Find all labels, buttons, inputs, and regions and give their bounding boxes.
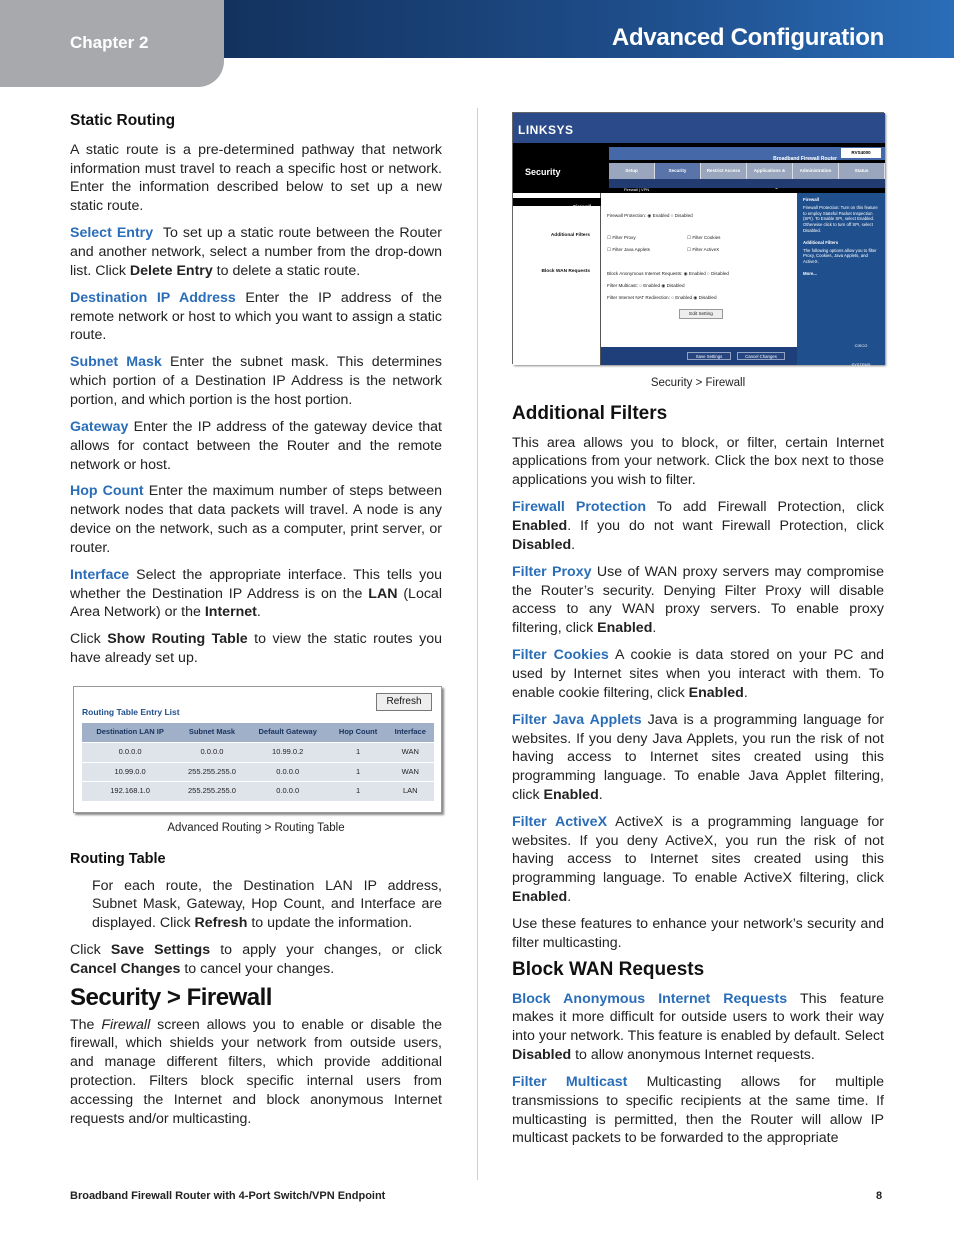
- gateway-text: Enter the IP address of the gateway device that allows for contact between the Router and the remote network or host.: [70, 418, 442, 473]
- fp-text-end: .: [571, 536, 576, 553]
- proxy-text: Use of WAN proxy servers may compromise the Router’s security. Denying Filter Proxy will disable access to any WAN proxy servers. To enable proxy filtering, click: [512, 563, 884, 637]
- delete-entry-label: Delete Entry: [129, 262, 213, 279]
- subnet-mask-paragraph: [70, 353, 442, 409]
- fw-main-panel: [601, 193, 797, 365]
- filter-activex-paragraph: [512, 813, 884, 907]
- routing-table-entry-list-title: Routing Table Entry List: [82, 707, 180, 718]
- save-text: Click: [70, 942, 101, 959]
- firewall-protection-term: Firewall Protection: [512, 499, 647, 516]
- left-column: [70, 108, 442, 1137]
- destination-ip-text: Enter the IP address of the remote network or host to which you want to assign a static route.: [70, 289, 442, 344]
- fw-help-text-firewall: Firewall Protection: Turn on this feature to employ Stateful Packet Inspection (SPI). To Enable SPI, select Enabled. Otherwise click to turn off SPI, select Disabled.: [803, 204, 878, 233]
- table-cell: 255.255.255.0: [178, 762, 246, 782]
- column-divider: [477, 108, 478, 1180]
- additional-filters-intro: This area allows you to block, or filter, certain Internet applications from your network. Click the box next to those applications you wish to filter.: [512, 434, 884, 489]
- table-row: [82, 762, 434, 782]
- filter-proxy-term: Filter Proxy: [512, 563, 592, 580]
- block-anonymous-paragraph: [512, 990, 884, 1065]
- interface-text-mid: (Local Area Network) or the: [70, 585, 442, 621]
- interface-text: Select the appropriate interface. This tells you whether the Destination IP Address is on the: [70, 566, 442, 602]
- fw-help-more-link[interactable]: More...: [803, 270, 817, 276]
- table-cell: 10.99.0.0: [82, 762, 178, 782]
- internet-label: Internet: [204, 604, 257, 621]
- gateway-term: Gateway: [70, 418, 129, 435]
- select-entry-text-end: to delete a static route.: [216, 262, 361, 279]
- hop-count-paragraph: [70, 482, 442, 557]
- interface-term: Interface: [70, 566, 130, 583]
- fp-enabled-label: Enabled: [512, 517, 568, 534]
- show-routing-text: Click: [70, 631, 101, 648]
- interface-paragraph: [70, 566, 442, 622]
- fw-nat-row[interactable]: Filter Internet NAT Redirection: ○ Enabled ◉ Disabled: [607, 295, 717, 300]
- fw-model-number: RVS4000: [841, 148, 881, 158]
- page-header: [0, 0, 954, 87]
- fw-activex-checkbox[interactable]: ☐ Filter ActiveX: [687, 247, 720, 252]
- cookies-text-end: .: [743, 684, 748, 701]
- table-cell: WAN: [387, 742, 434, 762]
- tab-setup[interactable]: Setup: [609, 163, 655, 179]
- fw-product-bar: [609, 147, 885, 160]
- multicast-text: Multicasting allows for multiple transmissions to specific recipients at the same time. If multicasting is permitted, then the Router will allow IP multicast packets to be forwarded to the appropriate: [512, 1074, 884, 1147]
- filter-multicast-term: Filter Multicast: [512, 1074, 628, 1090]
- activex-enabled-label: Enabled: [512, 889, 568, 906]
- filter-activex-term: Filter ActiveX: [512, 813, 608, 830]
- block-anonymous-term: Block Anonymous Internet Requests: [512, 990, 788, 1007]
- fw-product-name: Broadband Firewall Router: [773, 156, 837, 162]
- java-text-end: .: [598, 786, 603, 803]
- proxy-text-end: .: [652, 620, 657, 637]
- column-header: Interface: [387, 723, 434, 742]
- lan-label: LAN: [368, 585, 398, 602]
- anon-text-end: to allow anonymous Internet requests.: [575, 1047, 815, 1064]
- table-cell: 192.168.1.0: [82, 782, 178, 801]
- tab-administration[interactable]: Administration: [793, 163, 839, 179]
- table-cell: 10.99.0.2: [246, 742, 330, 762]
- refresh-button[interactable]: Refresh: [376, 693, 432, 711]
- anon-disabled-label: Disabled: [512, 1047, 572, 1064]
- table-cell: 0.0.0.0: [82, 742, 178, 762]
- table-cell: 0.0.0.0: [178, 742, 246, 762]
- filter-multicast-paragraph: [512, 1073, 884, 1148]
- fw-multicast-row[interactable]: Filter Multicast: ○ Enabled ◉ Disabled: [607, 283, 685, 288]
- use-features-paragraph: Use these features to enhance your network’s security and filter multicasting.: [512, 916, 884, 951]
- java-enabled-label: Enabled: [543, 786, 599, 803]
- fw-nav-additional: Additional Filters: [550, 233, 590, 238]
- chapter-label: Chapter 2: [70, 33, 149, 52]
- security-firewall-paragraph: [70, 1016, 442, 1129]
- routing-table-text-end: to update the information.: [251, 915, 413, 932]
- interface-text-end: .: [256, 604, 261, 621]
- filter-java-paragraph: [512, 711, 884, 805]
- firewall-protection-paragraph: [512, 498, 884, 554]
- column-header: Destination LAN IP: [82, 723, 178, 742]
- fw-java-checkbox[interactable]: ☐ Filter Java Applets: [607, 247, 650, 252]
- table-cell: 255.255.255.0: [178, 782, 246, 801]
- show-routing-table-label: Show Routing Table: [107, 631, 248, 648]
- table-cell: WAN: [387, 762, 434, 782]
- fw-subtabs[interactable]: Firewall | VPN: [624, 187, 650, 192]
- filter-cookies-paragraph: [512, 646, 884, 702]
- fw-help-title-filters: Additional Filters: [803, 239, 839, 245]
- fw-help-title-firewall: Firewall: [803, 197, 820, 202]
- table-cell: 1: [330, 762, 387, 782]
- linksys-logo: LINKSYS: [518, 123, 574, 137]
- table-cell: 0.0.0.0: [246, 762, 330, 782]
- routing-table-heading: Routing Table: [70, 850, 166, 867]
- fw-cookies-checkbox[interactable]: ☐ Filter Cookies: [687, 235, 721, 240]
- column-header: Subnet Mask: [178, 723, 246, 742]
- activex-text: ActiveX is a programming language for websites. If you deny ActiveX, you run the risk of not having access to Internet sites created using this programming language. To enable ActiveX filtering, click: [512, 813, 884, 887]
- fw-nav-firewall-bar: [513, 198, 601, 210]
- fw-proxy-checkbox[interactable]: ☐ Filter Proxy: [607, 235, 636, 240]
- page-title: Advanced Configuration: [611, 24, 884, 51]
- routing-table-paragraph: [70, 877, 442, 933]
- security-text-end: screen allows you to enable or disable the firewall, which shields your network from outside users, and manage different filters, which provide additional protection. Filters block specific internal users from accessing the Internet and block anonymous Internet requests and/or multicasting.: [70, 1016, 442, 1127]
- save-settings-paragraph: [70, 941, 442, 979]
- tab-status[interactable]: Status: [839, 163, 885, 179]
- tab-applications-gaming[interactable]: Applications &: [747, 163, 793, 179]
- save-text-mid: to apply your changes, or click: [220, 942, 442, 959]
- column-header: Default Gateway: [246, 723, 330, 742]
- right-column: [512, 108, 884, 1156]
- hop-count-term: Hop Count: [70, 483, 144, 500]
- fp-text-mid: . If you do not want Firewall Protection, click: [567, 517, 884, 534]
- subnet-mask-term: Subnet Mask: [70, 354, 162, 371]
- show-routing-text-end: to view the static routes you have already set up.: [70, 631, 442, 667]
- security-firewall-heading: Security > Firewall: [70, 983, 272, 1011]
- tab-security[interactable]: Security: [655, 163, 701, 179]
- table-cell: 0.0.0.0: [246, 782, 330, 801]
- fw-section-title: Security: [525, 167, 561, 177]
- block-wan-heading: Block WAN Requests: [512, 958, 705, 980]
- fp-text: To add Firewall Protection, click: [656, 499, 885, 516]
- fw-anon-row[interactable]: Block Anonymous Internet Requests: ◉ Enabled ○ Disabled: [607, 271, 729, 276]
- gateway-paragraph: [70, 418, 442, 474]
- activex-text-end: .: [567, 889, 572, 906]
- fw-protection-row[interactable]: Firewall Protection: ◉ Enabled ○ Disabled: [607, 213, 693, 218]
- footer-page-number: 8: [876, 1190, 883, 1202]
- table-cell: 1: [330, 782, 387, 801]
- save-settings-label: Save Settings: [110, 942, 211, 959]
- filter-cookies-term: Filter Cookies: [512, 647, 609, 664]
- destination-ip-term: Destination IP Address: [70, 289, 236, 306]
- cookies-text: A cookie is data stored on your PC and used by Internet sites when you interact with them. To enable cookie filtering, click: [512, 647, 884, 701]
- fw-cancel-changes-button[interactable]: Cancel Changes: [737, 352, 785, 360]
- fw-help-text-filters: The following options allow you to filter Proxy, Cookies, Java Applets, and ActiveX.: [803, 247, 877, 265]
- filter-proxy-paragraph: [512, 563, 884, 638]
- routing-table-screenshot: [73, 686, 442, 813]
- routing-table-header-row: [82, 723, 434, 742]
- routing-table-caption: Advanced Routing > Routing Table: [167, 822, 345, 835]
- static-routing-heading: Static Routing: [70, 112, 176, 129]
- proxy-enabled-label: Enabled: [597, 620, 653, 637]
- filter-java-term: Filter Java Applets: [512, 711, 642, 728]
- tab-restrict-access[interactable]: Restrict Access: [701, 163, 747, 179]
- routing-table: [82, 723, 434, 801]
- table-row: [82, 782, 434, 801]
- fw-left-nav: [513, 193, 601, 365]
- fw-button-bar: [601, 347, 797, 365]
- fw-save-settings-button[interactable]: Save Settings: [687, 352, 731, 360]
- fw-subtab-bar: [609, 179, 885, 192]
- fw-edit-setting-button[interactable]: Edit Setting: [679, 309, 723, 319]
- java-text: Java is a programming language for websites. If you deny Java Applets, you run the risk of not having access to Internet sites created using this programming language. To enable Java Applet filtering, click: [512, 711, 884, 803]
- security-text: The: [70, 1016, 95, 1033]
- cancel-changes-label: Cancel Changes: [70, 961, 181, 977]
- fp-disabled-label: Disabled: [512, 536, 572, 553]
- subnet-mask-text: Enter the subnet mask. This determines which portion of a Destination IP Address is the network portion, and which portion is the host portion.: [70, 354, 442, 408]
- select-entry-text: To set up a static route between the Router and another network, select a number from the drop-down list. Click: [70, 225, 442, 279]
- save-text-end: to cancel your changes.: [184, 961, 335, 977]
- static-routing-intro: A static route is a pre-determined pathway that network information must travel to reach a specific host or network. Enter the information described below to set up a new static route.: [70, 141, 442, 215]
- show-routing-paragraph: [70, 630, 442, 668]
- fw-nav-block-wan: Block WAN Requests: [541, 269, 590, 274]
- additional-filters-heading: Additional Filters: [512, 402, 668, 424]
- table-cell: LAN: [387, 782, 434, 801]
- firewall-italic: Firewall: [101, 1016, 151, 1033]
- anon-text: This feature makes it more difficult for outside users to work their way into your network. This feature is enabled by default. Select: [512, 990, 885, 1045]
- cisco-logo: CISCO SYSTEMS: [851, 343, 871, 367]
- footer-product-name: Broadband Firewall Router with 4-Port Switch/VPN Endpoint: [70, 1190, 386, 1202]
- routing-table-text: For each route, the Destination LAN IP address, Subnet Mask, Gateway, Hop Count, and Interface are displayed. Click: [92, 877, 442, 932]
- fw-nav-firewall: Firewall: [573, 205, 591, 210]
- select-entry-paragraph: [70, 224, 442, 280]
- firewall-screenshot: [512, 112, 884, 367]
- column-header: Hop Count: [330, 723, 387, 742]
- cookies-enabled-label: Enabled: [688, 684, 744, 701]
- fw-tab-bar: [609, 163, 885, 179]
- table-cell: 1: [330, 742, 387, 762]
- destination-ip-paragraph: [70, 289, 442, 345]
- refresh-label: Refresh: [194, 915, 248, 932]
- firewall-caption: Security > Firewall: [650, 377, 746, 389]
- select-entry-term: Select Entry: [70, 225, 154, 242]
- hop-count-text: Enter the maximum number of steps between network nodes that data packets will travel. A node is any device on the network, such as a computer, print server, or router.: [70, 483, 442, 556]
- table-row: [82, 742, 434, 762]
